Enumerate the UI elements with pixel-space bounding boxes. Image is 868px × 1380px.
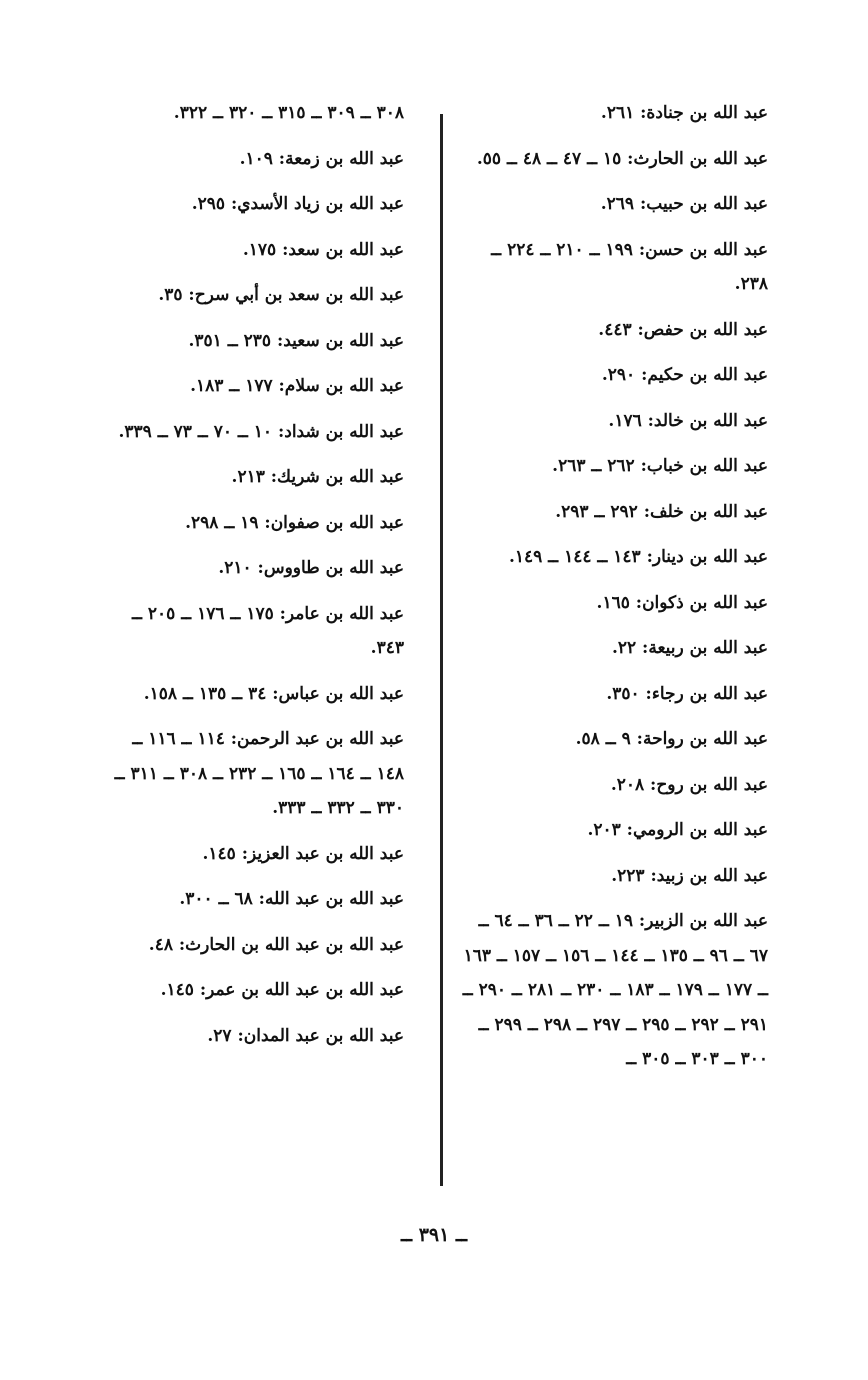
index-entry: عبد الله بن عامر: ١٧٥ ــ ١٧٦ ــ ٢٠٥ ــ ٣٤٣. <box>131 603 404 658</box>
index-entry: عبد الله بن زبيد: ٢٢٣. <box>611 865 768 886</box>
index-entry: عبد الله بن شداد: ١٠ ــ ٧٠ ــ ٧٣ ــ ٣٣٩. <box>118 421 404 442</box>
index-entry: عبد الله بن حسن: ١٩٩ ــ ٢١٠ ــ ٢٢٤ ــ ٢٣٨. <box>491 239 768 294</box>
index-entry: عبد الله بن ذكوان: ١٦٥. <box>596 592 768 613</box>
index-entry: عبد الله بن عبد المدان: ٢٧. <box>207 1025 404 1046</box>
index-entry: عبد الله بن خالد: ١٧٦. <box>608 410 768 431</box>
index-entry: عبد الله بن عبد العزيز: ١٤٥. <box>202 843 404 864</box>
index-entry: عبد الله بن رجاء: ٣٥٠. <box>606 683 768 704</box>
index-entry: عبد الله بن خباب: ٢٦٢ ــ ٢٦٣. <box>552 456 768 476</box>
index-entry: عبد الله بن عبد الله بن عمر: ١٤٥. <box>160 980 404 1000</box>
index-entry: ٣٠٨ ــ ٣٠٩ ــ ٣١٥ ــ ٣٢٠ ــ ٣٢٢. <box>173 103 404 123</box>
index-entry: عبد الله بن طاووس: ٢١٠. <box>218 558 404 578</box>
index-entry: عبد الله بن زمعة: ١٠٩. <box>239 148 404 169</box>
index-entry: عبد الله بن سعيد: ٢٣٥ ــ ٣٥١. <box>188 330 404 351</box>
index-entry: عبد الله بن رواحة: ٩ ــ ٥٨. <box>575 729 768 749</box>
index-entry: عبد الله بن الزبير: ١٩ ــ ٢٢ ــ ٣٦ ــ ٦٤ ــ ٦٧ ــ ٩٦ ــ ١٣٥ ــ ١٤٤ ــ ١٥٦ ــ ١٥٧ ــ ١٦٣ ــ ١٧٧ ــ ١٧٩ ــ ١٨٣ ــ ٢٣٠ ــ ٢٨١ ــ ٢٩٠ ــ ٢٩١ ــ ٢٩٢ ــ ٢٩٥ ــ ٢٩٧ ــ ٢٩٨ ــ ٢٩٩ ــ ٣٠٠ ــ ٣٠٣ ــ ٣٠٥ ــ <box>462 911 768 1069</box>
index-entry: عبد الله بن سعد: ١٧٥. <box>242 239 404 260</box>
index-entry: عبد الله بن عبد الله: ٦٨ ــ ٣٠٠. <box>179 889 404 909</box>
index-entry: عبد الله بن سلام: ١٧٧ ــ ١٨٣. <box>190 376 404 396</box>
index-entry: عبد الله بن روح: ٢٠٨. <box>610 774 768 795</box>
column-divider <box>440 114 443 1186</box>
index-entry: عبد الله بن عباس: ٣٤ ــ ١٣٥ ــ ١٥٨. <box>143 683 404 704</box>
index-entry: عبد الله بن سعد بن أبي سرح: ٣٥. <box>158 285 404 305</box>
index-entry: عبد الله بن عبد الرحمن: ١١٤ ــ ١١٦ ــ ١٤٨ ــ ١٦٤ ــ ١٦٥ ــ ٢٣٢ ــ ٣٠٨ ــ ٣١١ ــ ٣٣٠ ــ ٣٣٢ ــ ٣٣٣. <box>114 729 404 818</box>
index-entry: عبد الله بن الحارث: ١٥ ــ ٤٧ ــ ٤٨ ــ ٥٥. <box>476 148 768 169</box>
index-entry: عبد الله بن دينار: ١٤٣ ــ ١٤٤ ــ ١٤٩. <box>508 547 768 567</box>
index-entry: عبد الله بن خلف: ٢٩٢ ــ ٢٩٣. <box>555 501 768 522</box>
index-entry: عبد الله بن حفص: ٤٤٣. <box>598 319 768 340</box>
index-entry: عبد الله بن ربيعة: ٢٢. <box>611 638 768 658</box>
index-entry: عبد الله بن حكيم: ٢٩٠. <box>601 365 768 385</box>
page-number: ــ ٣٩١ ــ <box>400 1224 468 1246</box>
index-entry: عبد الله بن صفوان: ١٩ ــ ٢٩٨. <box>185 512 404 533</box>
index-column-right <box>462 96 768 1088</box>
index-entry: عبد الله بن عبد الله بن الحارث: ٤٨. <box>148 934 404 955</box>
index-entry: عبد الله بن شريك: ٢١٣. <box>231 467 404 487</box>
index-entry: عبد الله بن جنادة: ٢٦١. <box>600 103 768 123</box>
index-entry: عبد الله بن الرومي: ٢٠٣. <box>587 820 768 840</box>
index-entry: عبد الله بن زياد الأسدي: ٢٩٥. <box>191 194 404 214</box>
index-entry: عبد الله بن حبيب: ٢٦٩. <box>600 194 768 214</box>
index-column-left <box>100 96 404 1064</box>
